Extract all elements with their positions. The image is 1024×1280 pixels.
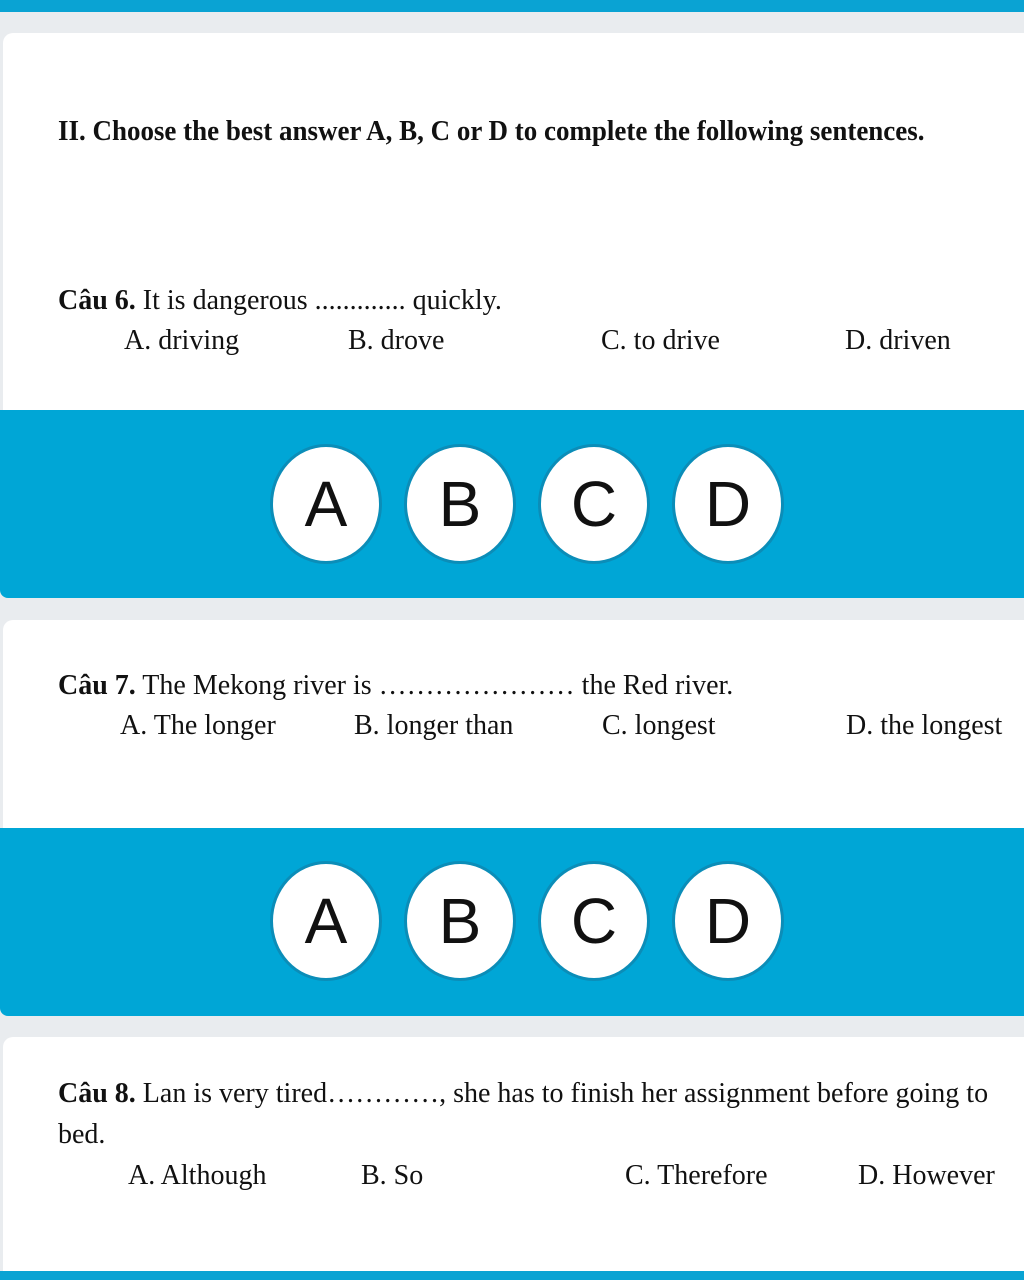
question-8-option-c: C. Therefore <box>625 1160 768 1191</box>
question-card-1 <box>3 33 1024 411</box>
answer-c-button[interactable]: C <box>538 861 650 981</box>
question-8-option-b: B. So <box>361 1160 424 1191</box>
top-accent-bar <box>0 0 1024 12</box>
answer-panel-7 <box>0 828 1024 1016</box>
answer-c-button[interactable]: C <box>538 444 650 564</box>
answer-a-button[interactable]: A <box>270 444 382 564</box>
question-7-option-c: C. longest <box>602 710 716 741</box>
question-7-option-b: B. longer than <box>354 710 514 741</box>
question-6-option-d: D. driven <box>845 325 951 356</box>
answer-d-button[interactable]: D <box>672 861 784 981</box>
answer-d-button[interactable]: D <box>672 444 784 564</box>
question-7-option-d: D. the longest <box>846 710 1003 741</box>
question-7-sentence: The Mekong river is ………………… the Red river. <box>135 670 734 701</box>
question-8-option-d: D. However <box>858 1160 995 1191</box>
question-8-sentence: Lan is very tired…………, she has to finish her assignment before going to <box>135 1078 989 1109</box>
question-6-option-c: C. to drive <box>601 325 720 356</box>
question-6-text <box>58 287 502 315</box>
question-8-option-a: A. Although <box>128 1160 267 1191</box>
answer-a-button[interactable]: A <box>270 861 382 981</box>
question-6-option-a: A. driving <box>124 325 240 356</box>
answer-b-button[interactable]: B <box>404 861 516 981</box>
question-card-3 <box>3 1037 1024 1271</box>
question-8-text <box>58 1080 988 1108</box>
question-7-text <box>58 672 733 700</box>
question-7-option-a: A. The longer <box>120 710 276 741</box>
question-6-option-b: B. drove <box>348 325 445 356</box>
question-card-2 <box>3 620 1024 830</box>
section-title: II. Choose the best answer A, B, C or D to complete the following sentences. <box>58 115 925 147</box>
question-6-sentence: It is dangerous ............. quickly. <box>135 285 502 316</box>
question-6-number: Câu 6. <box>58 285 136 316</box>
answer-b-button[interactable]: B <box>404 444 516 564</box>
question-8-number: Câu 8. <box>58 1078 136 1109</box>
question-7-number: Câu 7. <box>58 670 136 701</box>
answer-panel-6 <box>0 410 1024 598</box>
bottom-accent-bar <box>0 1271 1024 1280</box>
question-8-text-continuation: bed. <box>58 1119 106 1150</box>
